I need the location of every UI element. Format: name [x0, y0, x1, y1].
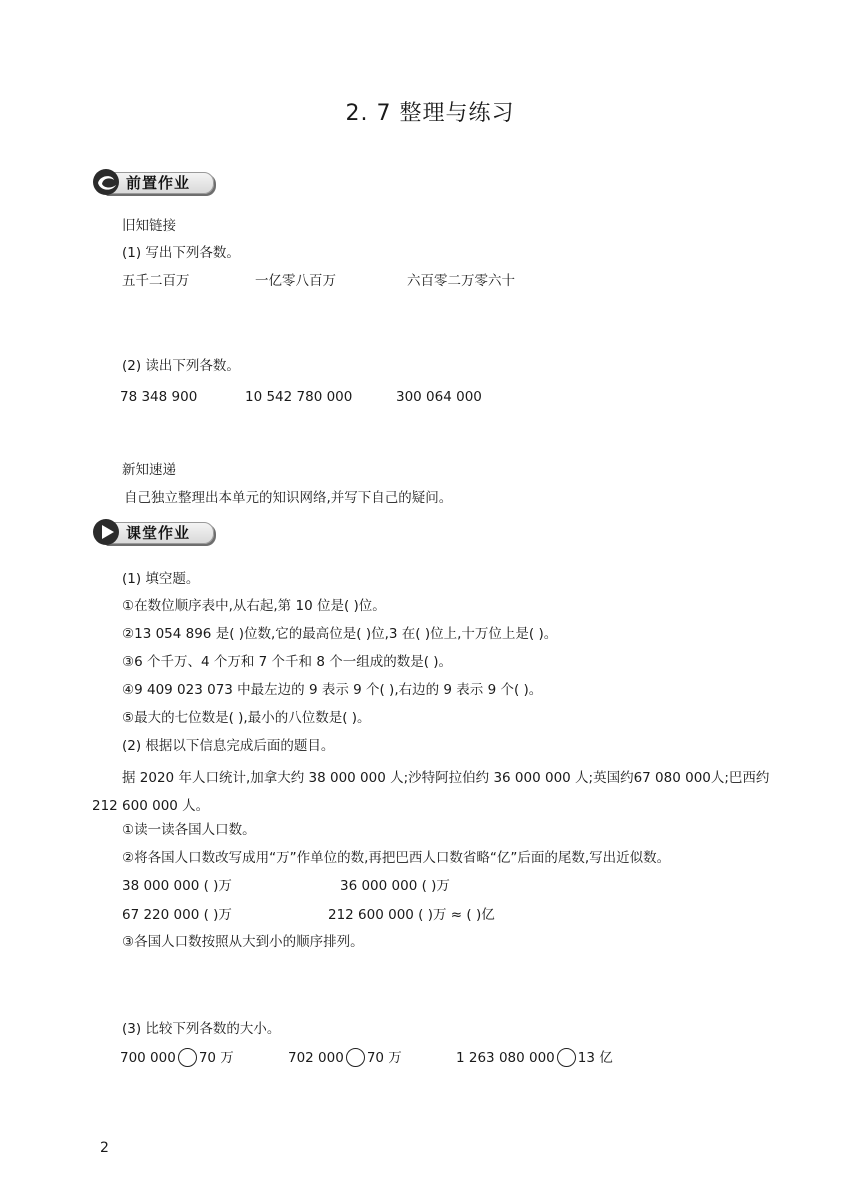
info-line-2: 212 600 000 人。 [92, 798, 210, 814]
play-icon [92, 518, 122, 546]
compare-right: 13 亿 [577, 1050, 613, 1066]
rewrite-row: 212 600 000 ( )万 ≈ ( )亿 [328, 907, 495, 923]
old-knowledge-link: 旧知链接 [122, 218, 176, 234]
compare-left: 700 000 [120, 1050, 176, 1066]
info-line-1: 据 2020 年人口统计,加拿大约 38 000 000 人;沙特阿拉伯约 36 000 000 人;英国约67 080 000人;巴西约 [122, 770, 770, 786]
class-question-1: (1) 填空题。 [122, 571, 200, 587]
compare-item [120, 1046, 234, 1067]
new-knowledge-text: 自己独立整理出本单元的知识网络,并写下自己的疑问。 [124, 490, 453, 506]
page-title: 2. 7 整理与练习 [345, 101, 515, 126]
fill-item-5: ⑤最大的七位数是( ),最小的八位数是( )。 [122, 710, 371, 726]
pre-question-2: (2) 读出下列各数。 [122, 358, 240, 374]
class-question-3: (3) 比较下列各数的大小。 [122, 1021, 281, 1037]
compare-circle[interactable] [557, 1048, 576, 1067]
q1-item: 一亿零八百万 [255, 273, 336, 289]
fill-item-3: ③6 个千万、4 个万和 7 个千和 8 个一组成的数是( )。 [122, 654, 453, 670]
compare-circle[interactable] [178, 1048, 197, 1067]
section-banner-pre [92, 168, 222, 196]
compare-right: 70 万 [366, 1050, 402, 1066]
q2-item: 78 348 900 [120, 389, 198, 405]
banner-label-class: 课堂作业 [126, 524, 191, 542]
sub-question-2: ②将各国人口数改写成用“万”作单位的数,再把巴西人口数省略“亿”后面的尾数,写出近似数。 [122, 850, 671, 866]
compare-item [456, 1046, 613, 1067]
section-banner-class [92, 518, 222, 546]
fill-item-2: ②13 054 896 是( )位数,它的最高位是( )位,3 在( )位上,十万位上是( )。 [122, 626, 558, 642]
fill-item-1: ①在数位顺序表中,从右起,第 10 位是( )位。 [122, 598, 386, 614]
page-number: 2 [100, 1140, 109, 1156]
swirl-icon [92, 168, 122, 196]
compare-right: 70 万 [198, 1050, 234, 1066]
rewrite-row: 67 220 000 ( )万 [122, 907, 232, 923]
q2-item: 10 542 780 000 [245, 389, 353, 405]
compare-circle[interactable] [346, 1048, 365, 1067]
q1-item: 六百零二万零六十 [407, 273, 515, 289]
compare-left: 1 263 080 000 [456, 1050, 555, 1066]
pre-question-1: (1) 写出下列各数。 [122, 245, 240, 261]
q2-item: 300 064 000 [396, 389, 482, 405]
new-knowledge-link: 新知速递 [122, 462, 176, 478]
fill-item-4: ④9 409 023 073 中最左边的 9 表示 9 个( ),右边的 9 表示 9 个( )。 [122, 682, 543, 698]
q1-item: 五千二百万 [122, 273, 190, 289]
sub-question-1: ①读一读各国人口数。 [122, 822, 256, 838]
class-question-2: (2) 根据以下信息完成后面的题目。 [122, 738, 335, 754]
rewrite-row: 38 000 000 ( )万 [122, 878, 232, 894]
rewrite-row: 36 000 000 ( )万 [340, 878, 450, 894]
banner-label-pre: 前置作业 [126, 174, 191, 192]
sub-question-3: ③各国人口数按照从大到小的顺序排列。 [122, 934, 364, 950]
compare-left: 702 000 [288, 1050, 344, 1066]
compare-item [288, 1046, 402, 1067]
